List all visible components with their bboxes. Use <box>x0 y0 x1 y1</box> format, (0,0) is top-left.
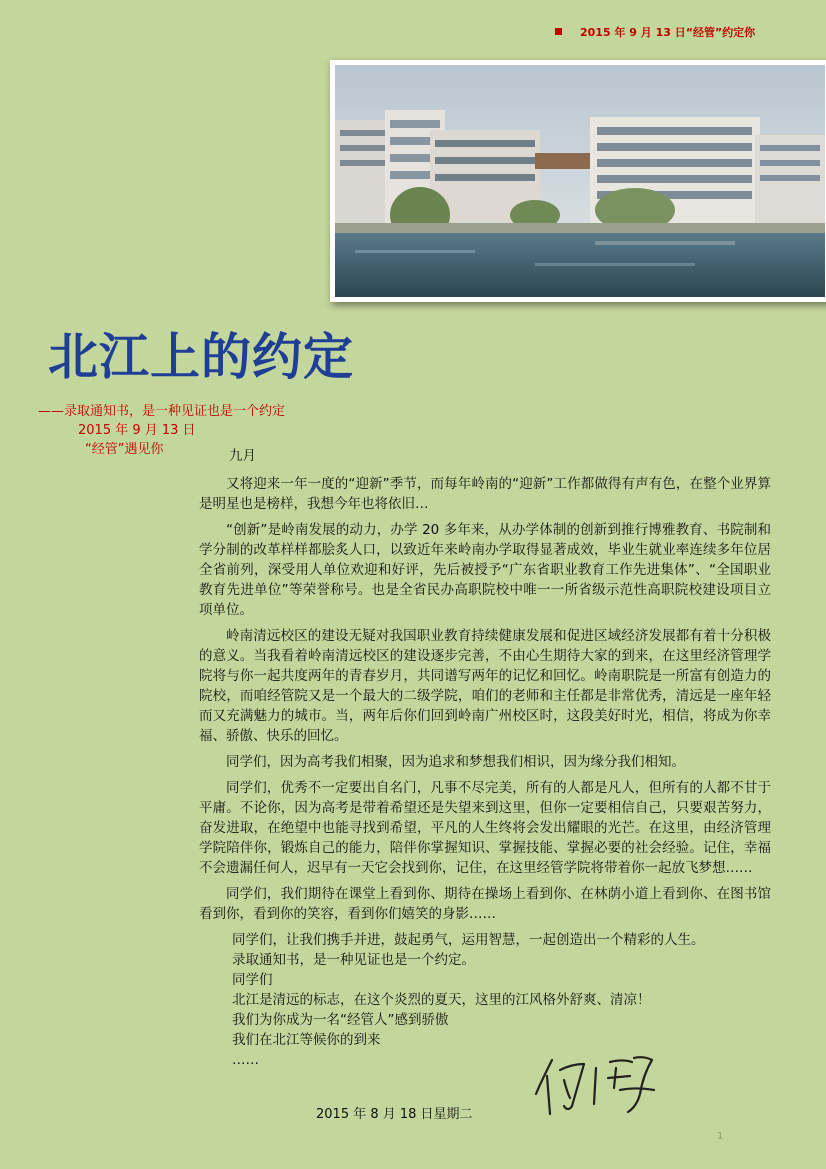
bullet-square-icon <box>555 28 562 35</box>
campus-building-lake-image <box>335 65 825 297</box>
closing-line: 同学们，让我们携手并进，鼓起勇气，运用智慧，一起创造出一个精彩的人生。 <box>232 932 705 948</box>
paragraph: 同学们，我们期待在课堂上看到你、期待在操场上看到你、在林荫小道上看到你、在图书馆看到你，看到你的笑容，看到你们嬉笑的身影…… <box>199 886 771 922</box>
paragraph: “创新”是岭南发展的动力，办学 20 多年来，从办学体制的创新到推行博雅教育、书院制和学分制的改革样样都脍炙人口，以致近年来岭南办学取得显著成效，毕业生就业率连续多年位居全省前列，深受用人单位欢迎和好评，先后被授予“广东省职业教育工作先进集体”、“全国职业教育先进单位”等荣誉称号。也是全省民办高职院校中唯一一所省级示范性高职院校建设项目立项单位。 <box>199 522 771 618</box>
paragraph: 又将迎来一年一度的“迎新”季节，而每年岭南的“迎新”工作都做得有声有色，在整个业界算是明星也是榜样，我想今年也将依旧… <box>199 476 771 512</box>
page-header <box>555 24 755 40</box>
letter-date: 2015 年 8 月 18 日星期二 <box>316 1107 473 1122</box>
letter-body <box>199 446 771 1070</box>
subtitle-date: 2015 年 9 月 13 日 <box>78 423 196 438</box>
subtitle-line-3: “经管”遇见你 <box>85 442 164 457</box>
page-title: 北江上的约定 <box>48 328 354 386</box>
closing-line: 同学们 <box>232 972 273 988</box>
paragraph: 岭南清远校区的建设无疑对我国职业教育持续健康发展和促进区域经济发展都有着十分积极的意义。当我看着岭南清远校区的建设逐步完善，不由心生期待大家的到来，在这里经济管理学院将与你一起共度两年的青春岁月，共同谱写两年的记忆和回忆。岭南职院是一所富有创造力的院校，而咱经管院又是一个最大的二级学院，咱们的老师和主任都是非常优秀，清远是一座年轻而又充满魅力的城市。当，两年后你们回到岭南广州校区时，这段美好时光，相信，将成为你幸福、骄傲、快乐的回忆。 <box>199 628 771 744</box>
letter-month: 九月 <box>229 448 256 464</box>
closing-line: 我们为你成为一名“经管人”感到骄傲 <box>232 1012 449 1028</box>
closing-line: …… <box>232 1052 259 1068</box>
handwritten-signature <box>530 1048 670 1123</box>
closing-line: 我们在北江等候你的到来 <box>232 1032 381 1048</box>
paragraph: 同学们，因为高考我们相聚，因为追求和梦想我们相识，因为缘分我们相知。 <box>226 754 685 770</box>
header-text: 2015 年 9 月 13 日“经管”约定你 <box>580 26 756 39</box>
page-number: 1 <box>717 1131 724 1142</box>
subtitle-line-1: ——录取通知书，是一种见证也是一个约定 <box>38 404 286 419</box>
closing-line: 录取通知书，是一种见证也是一个约定。 <box>232 952 475 968</box>
campus-photo <box>330 60 826 302</box>
paragraph: 同学们，优秀不一定要出自名门，凡事不尽完美，所有的人都是凡人，但所有的人都不甘于平庸。不论你，因为高考是带着希望还是失望来到这里，但你一定要相信自己，只要艰苦努力，奋发进取，在绝望中也能寻找到希望，平凡的人生终将会发出耀眼的光芒。在这里，由经济管理学院陪伴你，锻炼自己的能力，陪伴你掌握知识、掌握技能、掌握必要的社会经验。记住，幸福不会遗漏任何人，迟早有一天它会找到你，记住，在这里经管学院将带着你一起放飞梦想…… <box>199 780 771 876</box>
closing-line: 北江是清远的标志，在这个炎烈的夏天，这里的江风格外舒爽、清凉！ <box>232 992 651 1008</box>
closing-block <box>232 930 771 1070</box>
